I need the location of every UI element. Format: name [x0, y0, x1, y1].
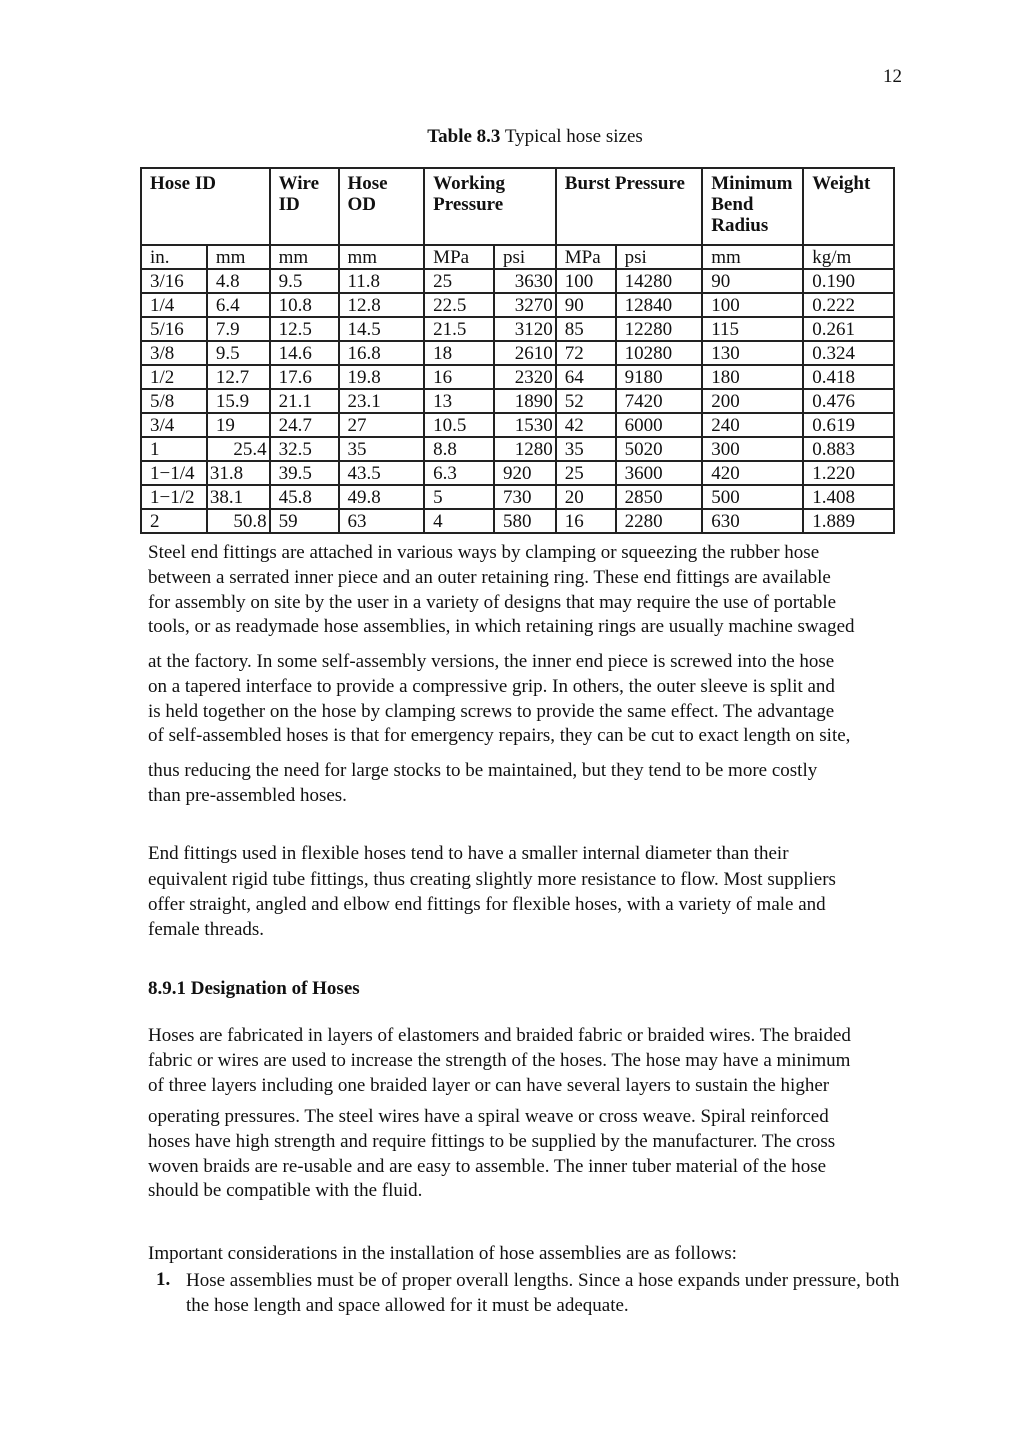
- table-row: [141, 365, 894, 389]
- table-cell: 920: [494, 461, 556, 485]
- table-cell: 50.8: [207, 509, 270, 533]
- hose-sizes-table: [140, 167, 895, 534]
- table-cell: 3630: [494, 269, 556, 293]
- table-cell: 25: [556, 461, 616, 485]
- table-cell: 31.8: [207, 461, 270, 485]
- text-line: fabric or wires are used to increase the strength of the hoses. The hose may have a minimum: [148, 1049, 851, 1071]
- text-line: of three layers including one braided layer or can have several layers to sustain the higher: [148, 1074, 830, 1096]
- table-cell: 12.5: [270, 317, 339, 341]
- table-row: [141, 413, 894, 437]
- table-row: [141, 269, 894, 293]
- header-wire-id: Wire ID: [270, 168, 339, 245]
- table-cell: 6.3: [424, 461, 494, 485]
- table-cell: 1−1/4: [141, 461, 207, 485]
- table-row: [141, 461, 894, 485]
- table-cell: 17.6: [270, 365, 339, 389]
- table-cell: 2610: [494, 341, 556, 365]
- unit-cell: mm: [270, 245, 339, 269]
- table-cell: 12.8: [339, 293, 425, 317]
- unit-cell: MPa: [556, 245, 616, 269]
- unit-cell: mm: [207, 245, 270, 269]
- table-cell: 580: [494, 509, 556, 533]
- table-cell: 39.5: [270, 461, 339, 485]
- header-hose-od: Hose OD: [339, 168, 425, 245]
- paragraph-internal-diameter: [148, 842, 948, 867]
- table-cell: 0.261: [803, 317, 894, 341]
- table-cell: 115: [702, 317, 803, 341]
- table-cell: 100: [556, 269, 616, 293]
- paragraph-considerations: [148, 1242, 948, 1267]
- table-cell: 7420: [616, 389, 703, 413]
- table-cell: 32.5: [270, 437, 339, 461]
- table-cell: 16: [556, 509, 616, 533]
- table-cell: 43.5: [339, 461, 425, 485]
- table-cell: 35: [339, 437, 425, 461]
- table-cell: 52: [556, 389, 616, 413]
- table-cell: 11.8: [339, 269, 425, 293]
- table-cell: 1: [141, 437, 207, 461]
- header-hose-id: Hose ID: [141, 168, 270, 245]
- table-cell: 10.8: [270, 293, 339, 317]
- table-cell: 0.476: [803, 389, 894, 413]
- table-cell: 3600: [616, 461, 703, 485]
- header-min-bend-radius: Minimum Bend Radius: [702, 168, 803, 245]
- text-line: of self-assembled hoses is that for emergency repairs, they can be cut to exact length on site,: [148, 725, 851, 747]
- table-cell: 85: [556, 317, 616, 341]
- table-cell: 14.5: [339, 317, 425, 341]
- table-cell: 300: [702, 437, 803, 461]
- paragraph-steel-wires: [148, 1105, 948, 1204]
- table-cell: 72: [556, 341, 616, 365]
- table-cell: 4: [424, 509, 494, 533]
- table-cell: 1/4: [141, 293, 207, 317]
- table-cell: 10.5: [424, 413, 494, 437]
- table-cell: 0.418: [803, 365, 894, 389]
- table-cell: 1890: [494, 389, 556, 413]
- unit-cell: mm: [339, 245, 425, 269]
- table-row: [141, 485, 894, 509]
- table-cell: 12840: [616, 293, 703, 317]
- table-cell: 5020: [616, 437, 703, 461]
- table-cell: 240: [702, 413, 803, 437]
- table-cell: 90: [702, 269, 803, 293]
- table-row: [141, 389, 894, 413]
- text-line: female threads.: [148, 918, 265, 940]
- table-cell: 23.1: [339, 389, 425, 413]
- table-cell: 5/16: [141, 317, 207, 341]
- text-line: thus reducing the need for large stocks to be maintained, but they tend to be more costly: [148, 760, 818, 781]
- table-cell: 180: [702, 365, 803, 389]
- table-caption-text: Typical hose sizes: [500, 126, 643, 147]
- table-cell: 13: [424, 389, 494, 413]
- table-cell: 0.619: [803, 413, 894, 437]
- table-cell: 63: [339, 509, 425, 533]
- text-line: hoses have high strength and require fittings to be supplied by the manufacturer. The cross: [148, 1130, 836, 1152]
- list-item: [186, 1269, 986, 1319]
- table-cell: 16: [424, 365, 494, 389]
- table-cell: 25.4: [207, 437, 270, 461]
- table-cell: 1−1/2: [141, 485, 207, 509]
- table-cell: 64: [556, 365, 616, 389]
- table-cell: 5: [424, 485, 494, 509]
- unit-cell: in.: [141, 245, 207, 269]
- text-line: the hose length and space allowed for it must be adequate.: [186, 1294, 629, 1316]
- table-cell: 24.7: [270, 413, 339, 437]
- table-caption-label: Table 8.3: [427, 126, 501, 147]
- table-row: [141, 341, 894, 365]
- table-cell: 7.9: [207, 317, 270, 341]
- table-cell: 19: [207, 413, 270, 437]
- paragraph-self-assembly: [148, 650, 948, 749]
- header-weight: Weight: [803, 168, 894, 245]
- list-item-number: 1.: [156, 1269, 171, 1290]
- table-cell: 9.5: [207, 341, 270, 365]
- unit-cell: kg/m: [803, 245, 894, 269]
- table-cell: 500: [702, 485, 803, 509]
- text-line: Hose assemblies must be of proper overall lengths. Since a hose expands under pressure, both: [186, 1270, 900, 1291]
- table-cell: 5/8: [141, 389, 207, 413]
- table-row: [141, 293, 894, 317]
- text-line: End fittings used in flexible hoses tend to have a smaller internal diameter than their: [148, 843, 789, 864]
- table-cell: 630: [702, 509, 803, 533]
- text-line: should be compatible with the fluid.: [148, 1180, 423, 1202]
- text-line: operating pressures. The steel wires have a spiral weave or cross weave. Spiral reinforced: [148, 1106, 829, 1127]
- unit-cell: mm: [702, 245, 803, 269]
- header-burst-pressure: Burst Pressure: [556, 168, 702, 245]
- table-cell: 90: [556, 293, 616, 317]
- table-row: [141, 437, 894, 461]
- units-row: [141, 245, 894, 269]
- table-cell: 3/16: [141, 269, 207, 293]
- table-cell: 49.8: [339, 485, 425, 509]
- table-cell: 3270: [494, 293, 556, 317]
- table-caption: [0, 126, 1024, 148]
- table-cell: 6.4: [207, 293, 270, 317]
- table-row: [141, 317, 894, 341]
- text-line: is held together on the hose by clamping screws to provide the same effect. The advantage: [148, 700, 835, 722]
- table-cell: 3/8: [141, 341, 207, 365]
- table-row: [141, 509, 894, 533]
- table-cell: 18: [424, 341, 494, 365]
- text-line: Steel end fittings are attached in various ways by clamping or squeezing the rubber hose: [148, 542, 820, 563]
- table-cell: 14280: [616, 269, 703, 293]
- table-cell: 130: [702, 341, 803, 365]
- table-cell: 12.7: [207, 365, 270, 389]
- table-cell: 1.889: [803, 509, 894, 533]
- table-cell: 0.190: [803, 269, 894, 293]
- table-cell: 15.9: [207, 389, 270, 413]
- text-line: on a tapered interface to provide a compressive grip. In others, the outer sleeve is split and: [148, 675, 835, 697]
- unit-cell: psi: [494, 245, 556, 269]
- paragraph-hose-layers: [148, 1024, 948, 1098]
- table-cell: 100: [702, 293, 803, 317]
- table-cell: 20: [556, 485, 616, 509]
- table-cell: 420: [702, 461, 803, 485]
- table-cell: 8.8: [424, 437, 494, 461]
- table-cell: 12280: [616, 317, 703, 341]
- text-line: woven braids are re-usable and are easy to assemble. The inner tuber material of the hose: [148, 1155, 827, 1177]
- table-cell: 1.408: [803, 485, 894, 509]
- table-cell: 45.8: [270, 485, 339, 509]
- table-cell: 200: [702, 389, 803, 413]
- table-cell: 730: [494, 485, 556, 509]
- table-cell: 2280: [616, 509, 703, 533]
- table-cell: 14.6: [270, 341, 339, 365]
- table-cell: 38.1: [207, 485, 270, 509]
- table-cell: 2: [141, 509, 207, 533]
- table-cell: 42: [556, 413, 616, 437]
- table-cell: 16.8: [339, 341, 425, 365]
- paragraph-stocks: [148, 759, 948, 809]
- table-cell: 22.5: [424, 293, 494, 317]
- text-line: tools, or as readymade hose assemblies, in which retaining rings are usually machine swaged: [148, 616, 855, 638]
- text-line: for assembly on site by the user in a variety of designs that may require the use of portable: [148, 591, 837, 613]
- table-cell: 0.222: [803, 293, 894, 317]
- table-cell: 9.5: [270, 269, 339, 293]
- table-cell: 25: [424, 269, 494, 293]
- text-line: Important considerations in the installation of hose assemblies are as follows:: [148, 1243, 737, 1264]
- table-cell: 2850: [616, 485, 703, 509]
- table-cell: 27: [339, 413, 425, 437]
- table-cell: 3120: [494, 317, 556, 341]
- table-cell: 1.220: [803, 461, 894, 485]
- paragraph-rigid-fittings: [148, 868, 948, 942]
- table-cell: 21.5: [424, 317, 494, 341]
- page-number: 12: [883, 66, 902, 87]
- table-cell: 19.8: [339, 365, 425, 389]
- text-line: equivalent rigid tube fittings, thus creating slightly more resistance to flow. Most suppliers: [148, 869, 836, 890]
- table-cell: 6000: [616, 413, 703, 437]
- table-cell: 2320: [494, 365, 556, 389]
- table-cell: 21.1: [270, 389, 339, 413]
- table-cell: 0.883: [803, 437, 894, 461]
- table-cell: 3/4: [141, 413, 207, 437]
- table-cell: 1/2: [141, 365, 207, 389]
- table-cell: 35: [556, 437, 616, 461]
- table-cell: 9180: [616, 365, 703, 389]
- text-line: offer straight, angled and elbow end fittings for flexible hoses, with a variety of male and: [148, 893, 826, 915]
- table-cell: 59: [270, 509, 339, 533]
- section-heading: 8.9.1 Designation of Hoses: [148, 978, 360, 999]
- text-line: than pre-assembled hoses.: [148, 784, 347, 806]
- table-cell: 10280: [616, 341, 703, 365]
- unit-cell: MPa: [424, 245, 494, 269]
- paragraph-end-fittings-attachment: [148, 541, 948, 640]
- header-working-pressure: Working Pressure: [424, 168, 556, 245]
- text-line: Hoses are fabricated in layers of elastomers and braided fabric or braided wires. The braided: [148, 1025, 851, 1046]
- table-cell: 1280: [494, 437, 556, 461]
- table-cell: 1530: [494, 413, 556, 437]
- table-cell: 0.324: [803, 341, 894, 365]
- unit-cell: psi: [616, 245, 703, 269]
- text-line: at the factory. In some self-assembly versions, the inner end piece is screwed into the hose: [148, 651, 835, 672]
- table-cell: 4.8: [207, 269, 270, 293]
- text-line: between a serrated inner piece and an outer retaining ring. These end fittings are available: [148, 566, 831, 588]
